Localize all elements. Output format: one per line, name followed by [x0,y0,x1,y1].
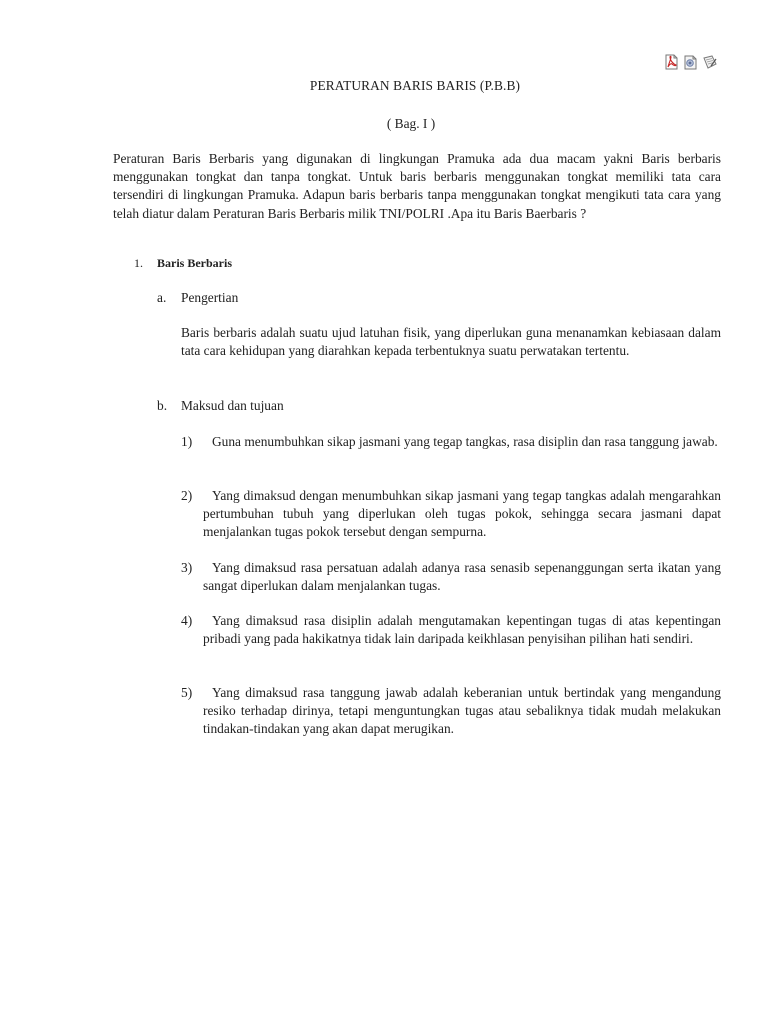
list-item-number: 3) [181,560,193,575]
list-item [181,487,721,542]
list-item [181,612,721,648]
list-item [181,559,721,595]
list-item-number: 2) [181,488,193,503]
subsection-a-letter: a. [157,290,167,305]
list-item-text: Yang dimaksud dengan menumbuhkan sikap jasmani yang tegap tangkas adalah mengarahkan pertumbuhan tubuh yang diperlukan oleh tugas pokok, sehingga secara jasmani dapat menjalankan tugas pokok tersebut dengan sempurna. [203,488,721,540]
document-icon[interactable] [683,54,698,70]
section-number: 1. [134,256,143,270]
list-item-text: Yang dimaksud rasa disiplin adalah mengutamakan kepentingan tugas di atas kepentingan pribadi yang pada hakikatnya tidak lain daripada keikhlasan penyisihan pilihan hati sendiri. [203,613,721,647]
edit-icon[interactable] [702,54,718,70]
document-toolbar [664,54,718,70]
document-title: PERATURAN BARIS BARIS (P.B.B) [309,78,521,93]
list-item [181,684,721,739]
list-item-text: Yang dimaksud rasa persatuan adalah adanya rasa senasib sepenanggungan serta ikatan yang sangat diperlukan dalam menjalankan tugas. [203,560,721,594]
pdf-icon[interactable] [664,54,679,70]
subsection-a-label: Pengertian [181,290,239,305]
subsection-a-paragraph: Baris berbaris adalah suatu ujud latuhan fisik, yang diperlukan guna menanamkan kebiasaan dalam tata cara kehidupan yang diarahkan kepada terbentuknya suatu perwatakan tertentu. [181,325,721,359]
list-item [181,433,721,451]
list-item-text: Guna menumbuhkan sikap jasmani yang tegap tangkas, rasa disiplin dan rasa tanggung jawab. [212,434,718,449]
subsection-b-label: Maksud dan tujuan [181,398,284,413]
intro-paragraph: Peraturan Baris Berbaris yang digunakan di lingkungan Pramuka ada dua macam yakni Baris berbaris menggunakan tongkat dan tanpa tongkat. Untuk baris berbaris menggunakan tongkat memiliki tata cara tersendiri di lingkungan Pramuka. Adapun baris berbaris tanpa menggunakan tongkat mengikuti tata cara yang telah diatur dalam Peraturan Baris Berbaris milik TNI/POLRI .Apa itu Baris Baerbaris ? [113,151,721,221]
subsection-b-letter: b. [157,398,168,413]
list-item-text: Yang dimaksud rasa tanggung jawab adalah keberanian untuk bertindak yang mengandung resiko terhadap dirinya, tetapi menguntungkan tugas atau sebaliknya tidak mudah melakukan tindakan-tindakan yang akan dapat merugikan. [203,685,721,737]
list-item-number: 4) [181,613,193,628]
document-subtitle: ( Bag. I ) [386,116,436,131]
section-title: Baris Berbaris [157,256,232,270]
list-item-number: 5) [181,685,193,700]
list-item-number: 1) [181,434,193,449]
